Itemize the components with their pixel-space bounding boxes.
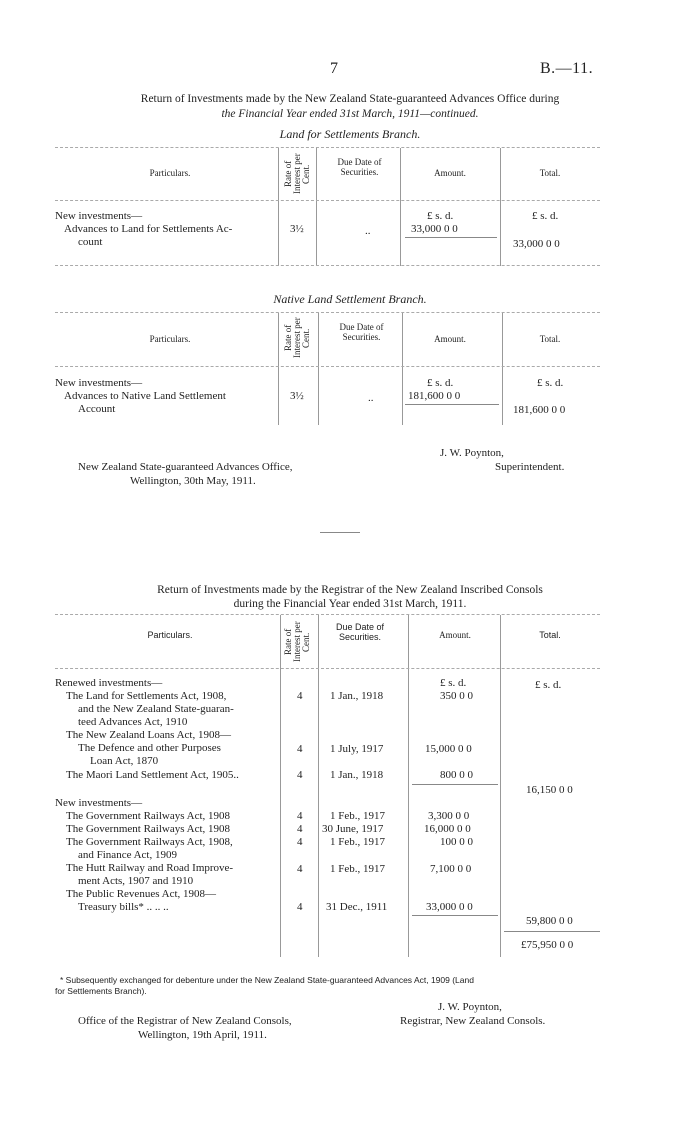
header-total: Total. [539, 168, 561, 178]
new-1-line1: The Government Railways Act, 1908 [66, 823, 231, 835]
amount-units: £ s. d. [440, 677, 467, 689]
new-0-amount: 3,300 0 0 [428, 810, 470, 822]
office2-line2: Wellington, 19th April, 1911. [138, 1029, 267, 1041]
signature-name: J. W. Poynton, [440, 447, 504, 459]
table-a-label: New investments— [55, 210, 143, 222]
renewed-total: 16,150 0 0 [526, 784, 573, 796]
table-b-item-line2: Account [78, 403, 116, 415]
header-rate: Rate of Interest per Cent. [283, 153, 311, 195]
new-2-amount: 100 0 0 [440, 836, 473, 848]
renewed-0-amount: 350 0 0 [440, 690, 473, 702]
new-1-due: 30 June, 1917 [322, 823, 384, 835]
header-amount: Amount. [439, 630, 471, 640]
table-a-total-units: £ s. d. [532, 210, 559, 222]
header-particulars: Particulars. [149, 168, 191, 178]
new-5-rate: 4 [297, 901, 303, 913]
table-a-rate: 3½ [290, 223, 304, 235]
new-1-rate: 4 [297, 823, 303, 835]
branch-a-title: Land for Settlements Branch. [279, 127, 421, 141]
new-1-amount: 16,000 0 0 [424, 823, 471, 835]
new-label: New investments— [55, 797, 143, 809]
renewed-3-rate: 4 [297, 769, 303, 781]
renewed-3-amount: 800 0 0 [440, 769, 473, 781]
header-due: Due Date of Securities. [339, 322, 384, 342]
new-5-line1: Treasury bills* .. .. .. [78, 901, 169, 913]
table-b-total: 181,600 0 0 [513, 404, 566, 416]
renewed-3-line1: The Maori Land Settlement Act, 1905.. [66, 769, 239, 781]
office-line1: New Zealand State-guaranteed Advances Office, [78, 461, 293, 473]
renewed-0-line1: The Land for Settlements Act, 1908, [66, 690, 227, 702]
renewed-label: Renewed investments— [55, 677, 163, 689]
table-b-rate: 3½ [290, 390, 304, 402]
new-4-line1: The Public Revenues Act, 1908— [66, 888, 217, 900]
new-2-line2: and Finance Act, 1909 [78, 849, 177, 861]
new-0-due: 1 Feb., 1917 [330, 810, 385, 822]
header-due: Due Date of Securities. [335, 622, 385, 642]
header-total: Total. [539, 630, 561, 640]
renewed-2-rate: 4 [297, 743, 303, 755]
table-b-amount: 181,600 0 0 [408, 390, 461, 402]
new-0-line1: The Government Railways Act, 1908 [66, 810, 231, 822]
section1-title-line2: the Financial Year ended 31st March, 1911—continued. [221, 108, 479, 120]
renewed-2-due: 1 July, 1917 [330, 743, 384, 755]
table-b-amount-units: £ s. d. [427, 377, 454, 389]
table-b-total-units: £ s. d. [537, 377, 564, 389]
new-2-due: 1 Feb., 1917 [330, 836, 385, 848]
signature2-title: Registrar, New Zealand Consols. [400, 1015, 546, 1027]
new-5-due: 31 Dec., 1911 [326, 901, 388, 913]
renewed-0-rate: 4 [297, 690, 303, 702]
new-3-rate: 4 [297, 863, 303, 875]
section-divider [320, 532, 360, 533]
renewed-2-amount: 15,000 0 0 [425, 743, 472, 755]
table-a-total: 33,000 0 0 [513, 238, 560, 250]
header-rate: Rate of Interest per Cent. [283, 317, 311, 359]
document-reference: B.—11. [540, 60, 594, 77]
header-particulars: Particulars. [147, 630, 193, 640]
page-number: 7 [330, 60, 338, 77]
total-units: £ s. d. [535, 679, 562, 691]
new-0-rate: 4 [297, 810, 303, 822]
table-a-due: .. [365, 225, 371, 237]
section2-title-line1: Return of Investments made by the Registrar of the New Zealand Inscribed Consols [157, 584, 543, 596]
table-b-label: New investments— [55, 377, 143, 389]
office-line2: Wellington, 30th May, 1911. [130, 475, 256, 487]
new-2-rate: 4 [297, 836, 303, 848]
renewed-3-due: 1 Jan., 1918 [330, 769, 384, 781]
section2-title-line2: during the Financial Year ended 31st March, 1911. [233, 598, 467, 610]
table-b-item-line1: Advances to Native Land Settlement [64, 390, 226, 402]
header-amount: Amount. [434, 334, 466, 344]
grand-total: £75,950 0 0 [521, 939, 574, 951]
table-a-item-line2: count [78, 236, 103, 248]
new-3-amount: 7,100 0 0 [430, 863, 472, 875]
header-total: Total. [539, 334, 561, 344]
renewed-2-line1: The Defence and other Purposes [78, 742, 221, 754]
new-3-due: 1 Feb., 1917 [330, 863, 385, 875]
new-3-line2: ment Acts, 1907 and 1910 [78, 875, 194, 887]
table-a-amount: 33,000 0 0 [411, 223, 458, 235]
signature-title: Superintendent. [495, 461, 565, 473]
new-3-line1: The Hutt Railway and Road Improve- [66, 862, 234, 874]
table-a-amount-units: £ s. d. [427, 210, 454, 222]
header-particulars: Particulars. [149, 334, 191, 344]
renewed-0-due: 1 Jan., 1918 [330, 690, 384, 702]
table-a-item-line1: Advances to Land for Settlements Ac- [64, 223, 233, 235]
footnote-line2: for Settlements Branch). [55, 986, 147, 996]
table-b-due: .. [368, 392, 374, 404]
office2-line1: Office of the Registrar of New Zealand Consols, [78, 1015, 292, 1027]
new-total: 59,800 0 0 [526, 915, 573, 927]
renewed-0-line3: teed Advances Act, 1910 [78, 716, 188, 728]
header-amount: Amount. [434, 168, 466, 178]
new-5-amount: 33,000 0 0 [426, 901, 473, 913]
renewed-0-line2: and the New Zealand State-guaran- [78, 703, 234, 715]
renewed-2-line2: Loan Act, 1870 [90, 755, 159, 767]
section1-title-line1: Return of Investments made by the New Zealand State-guaranteed Advances Office during [140, 93, 560, 105]
header-due: Due Date of Securities. [337, 157, 382, 177]
renewed-1-line1: The New Zealand Loans Act, 1908— [66, 729, 231, 741]
branch-b-title: Native Land Settlement Branch. [273, 292, 427, 306]
header-rate: Rate of Interest per Cent. [283, 621, 311, 663]
new-2-line1: The Government Railways Act, 1908, [66, 836, 233, 848]
signature2-name: J. W. Poynton, [438, 1001, 502, 1013]
footnote-line1: * Subsequently exchanged for debenture under the New Zealand State-guaranteed Advances Act, 1909 (Land [60, 975, 474, 985]
